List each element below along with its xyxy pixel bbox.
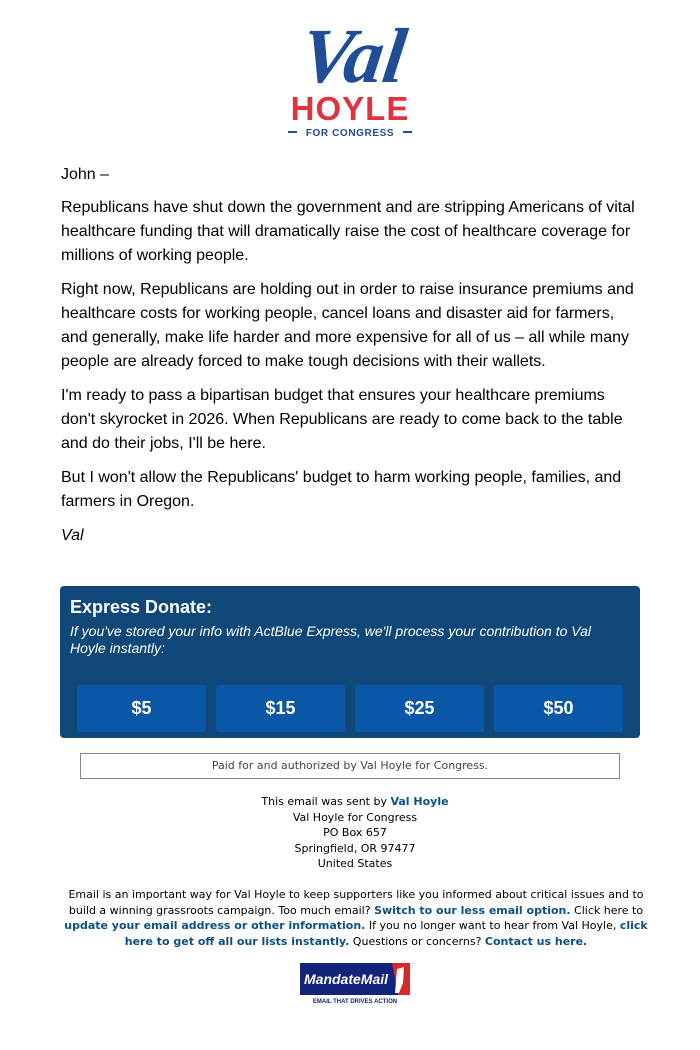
donate-5-button[interactable]: $5	[77, 685, 206, 732]
less-email-link[interactable]: Switch to our less email option.	[374, 903, 571, 917]
mandatemail-name: MandateMail	[304, 971, 389, 987]
body-paragraph: But I won't allow the Republicans' budget to harm working people, families, and farmers in Oregon.	[61, 469, 622, 510]
logo-script-text: Val	[295, 12, 412, 99]
donate-50-button[interactable]: $50	[494, 685, 623, 732]
notice-text: If you no longer want to hear from Val Hoyle,	[365, 919, 620, 932]
logo-tagline-text: FOR CONGRESS	[305, 128, 395, 139]
express-donate-panel	[60, 586, 640, 738]
update-email-link[interactable]: update your email address or other information.	[64, 919, 366, 932]
sender-address-block	[0, 794, 700, 872]
email-body	[61, 163, 641, 548]
campaign-logo	[0, 10, 700, 140]
notice-text: Email is an important way for Val Hoyle to keep supporters like you informed about critical issues and to build a winning grassroots campaign. Too much email?	[68, 888, 644, 917]
unsubscribe-link[interactable]: click here to get off all our lists instantly.	[124, 919, 648, 948]
donate-25-button[interactable]: $25	[355, 685, 484, 732]
body-paragraph: Right now, Republicans are holding out in order to raise insurance premiums and healthcare costs for working people, cancel loans and disaster aid for farmers, and generally, make life harder and more expensive for all of us – all while many people are already forced to make tough decisions with their wallets.	[61, 281, 634, 370]
sender-name-link[interactable]: Val Hoyle	[390, 795, 449, 808]
contact-us-link[interactable]: Contact us here.	[484, 934, 588, 948]
sent-by-prefix: This email was sent by	[261, 795, 391, 808]
sent-by-line	[0, 794, 700, 810]
donate-15-button[interactable]: $15	[216, 685, 345, 732]
logo-surname-text: HOYLE	[290, 90, 410, 127]
express-donate-subtitle: If you've stored your info with ActBlue Express, we'll process your contribution to Val Hoyle instantly:	[70, 623, 591, 656]
mandatemail-logo[interactable]	[300, 963, 410, 1005]
email-preferences-notice	[60, 887, 652, 949]
body-paragraph: Republicans have shut down the government and are stripping Americans of vital healthcare funding that will dramatically raise the cost of healthcare coverage for millions of working people.	[61, 199, 635, 264]
paid-for-disclaimer: Paid for and authorized by Val Hoyle for Congress.	[80, 753, 620, 779]
address-line: United States	[317, 857, 393, 870]
address-line: Springfield, OR 97477	[294, 841, 416, 855]
mandatemail-tagline: EMAIL THAT DRIVES ACTION	[312, 999, 398, 1005]
address-line: PO Box 657	[323, 826, 387, 839]
address-line: Val Hoyle for Congress	[292, 810, 418, 824]
signoff: Val	[61, 527, 84, 544]
notice-text: Questions or concerns?	[349, 934, 485, 948]
body-paragraph: I'm ready to pass a bipartisan budget that ensures your healthcare premiums don't skyrocket in 2026. When Republicans are ready to come back to the table and do their jobs, I'll be here.	[61, 387, 623, 452]
notice-text: Click here to	[570, 903, 644, 917]
express-donate-title: Express Donate:	[70, 597, 213, 617]
salutation: John –	[61, 166, 110, 183]
